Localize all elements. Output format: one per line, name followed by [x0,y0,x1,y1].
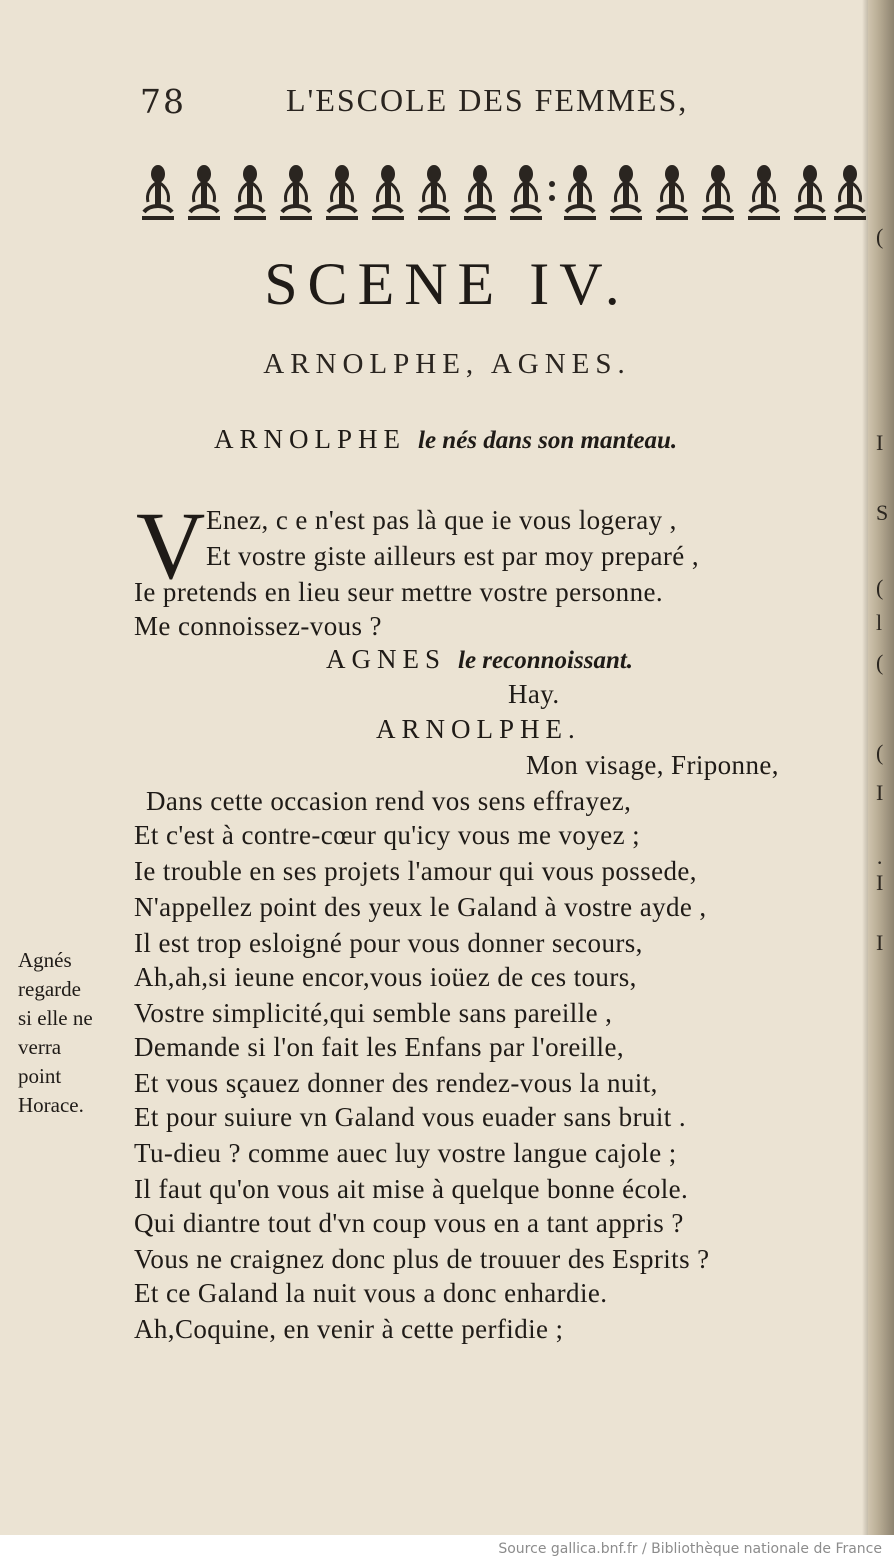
running-head [140,82,730,126]
margin-note-line: point [18,1064,62,1088]
verse-line: Hay. [508,679,560,709]
stage-direction: le nés dans son manteau. [418,427,678,454]
speaker-name: ARNOLPHE. [376,714,581,744]
page-number: 78 [140,82,186,121]
margin-note [18,946,130,1120]
speaker-name: ARNOLPHE [214,424,407,454]
verse-line: Me connoissez-vous ? [134,611,382,641]
verse-line: N'appellez point des yeux le Galand à vostre ayde , [134,892,707,922]
verse-line: Ie pretends en lieu seur mettre vostre personne. [134,577,664,607]
margin-note-line: Horace. [18,1093,84,1117]
scene-title: SCENE IV. [264,251,630,317]
verse-line: Ie trouble en ses projets l'amour qui vous possede, [134,856,697,886]
verse-line: Et vostre giste ailleurs est par moy preparé , [206,541,699,571]
drop-cap: V [136,492,206,599]
stage-direction: le reconnoissant. [458,647,634,674]
opening-stage-direction [214,424,814,455]
facing-page-edge: ( I S ( l ( ( I · I I [876,224,889,955]
verse-line: Ah,Coquine, en venir à cette perfidie ; [134,1314,564,1344]
speaker-name: AGNES [326,644,447,674]
verse-line: Vous ne craignez donc plus de trouuer des Esprits ? [134,1244,710,1274]
speaker-arnolphe [376,714,581,745]
verse-line: Et vous sçauez donner des rendez-vous la nuit, [134,1068,658,1098]
source-footer [0,1535,894,1565]
ornament-band [140,158,868,226]
running-title: L'ESCOLE DES FEMMES, [286,82,689,118]
verse-line: Dans cette occasion rend vos sens effrayez, [146,786,632,816]
verse-line: Et ce Galand la nuit vous a donc enhardie. [134,1278,608,1308]
verse-line: Demande si l'on fait les Enfans par l'oreille, [134,1032,624,1062]
margin-note-line: regarde [18,977,81,1001]
verse-line: Vostre simplicité,qui semble sans pareille , [134,998,613,1028]
margin-note-line: verra [18,1035,62,1059]
verse-line: Enez, c e n'est pas là que ie vous logeray , [206,505,677,535]
scene-characters: ARNOLPHE, AGNES. [263,348,631,380]
verse-line: Qui diantre tout d'vn coup vous en a tant appris ? [134,1208,684,1238]
verse-line: Et pour suiure vn Galand vous euader sans bruit . [134,1102,686,1132]
verse-line: Mon visage, Friponne, [526,750,779,780]
verse-line: Il faut qu'on vous ait mise à quelque bonne école. [134,1174,689,1204]
verse-line: Ah,ah,si ieune encor,vous ioüez de ces tours, [134,962,637,992]
margin-note-line: Agnés [18,948,72,972]
verse-line: Et c'est à contre-cœur qu'icy vous me voyez ; [134,820,641,850]
margin-note-line: si elle ne [18,1006,93,1030]
verse-line: Tu-dieu ? comme auec luy vostre langue cajole ; [134,1138,677,1168]
source-credit: Source gallica.bnf.fr / Bibliothèque nationale de France [498,1541,882,1557]
verse-line: Il est trop esloigné pour vous donner secours, [134,928,643,958]
speaker-agnes [326,644,633,675]
